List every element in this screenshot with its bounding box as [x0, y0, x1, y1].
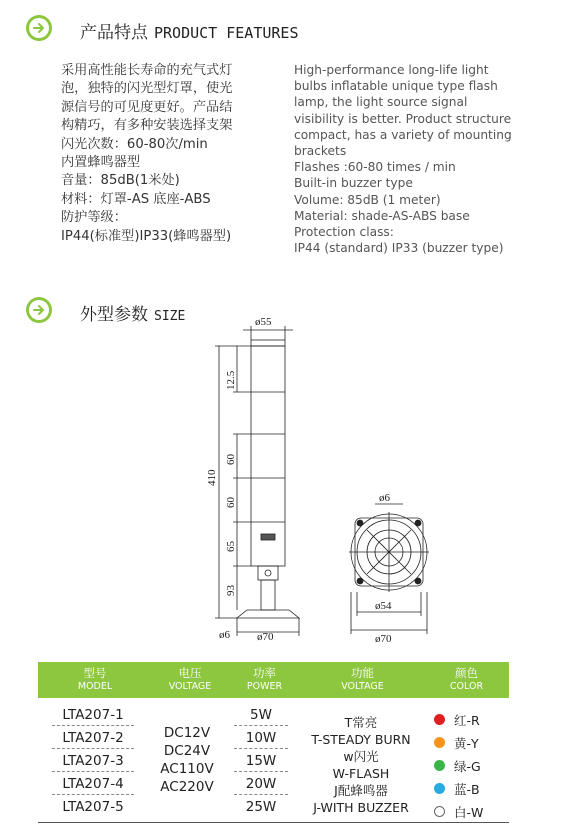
- spec-table-header: [38, 662, 509, 698]
- model-cell: LTA207-4: [52, 775, 134, 795]
- power-cell: 15W: [234, 752, 288, 772]
- dim-60b: 60: [225, 497, 237, 508]
- yellow-dot-icon: [434, 737, 445, 748]
- dim-plan-hole: ø6: [379, 492, 390, 504]
- spec-table: [38, 662, 509, 823]
- feature-cn-line: 源信号的可见度更好。产品结: [61, 99, 233, 115]
- section-title-size: [80, 300, 185, 325]
- dim-12-5: 12.5: [225, 370, 237, 390]
- arrow-right-circle-icon: [26, 15, 52, 41]
- header-model: 型号 MODEL: [77, 666, 113, 692]
- color-row: 黄-Y: [434, 734, 479, 751]
- feature-en-line: lamp, the light source signal: [294, 95, 468, 110]
- model-cell: LTA207-1: [52, 706, 134, 726]
- feature-en-line: Material: shade-AS-ABS base: [294, 208, 470, 223]
- model-cell: LTA207-5: [62, 799, 124, 815]
- power-cell: 25W: [245, 799, 277, 815]
- color-row: 红-R: [434, 711, 480, 728]
- dim-plan-inner: ø54: [375, 600, 392, 612]
- feature-cn-line: IP44(标准型)IP33(蜂鸣器型): [61, 228, 232, 244]
- model-cell: LTA207-2: [52, 729, 134, 749]
- features-title-en: PRODUCT FEATURES: [154, 24, 299, 42]
- color-row: 蓝-B: [434, 780, 480, 797]
- size-title-en: SIZE: [154, 309, 186, 324]
- feature-en-line: Flashes :60-80 times / min: [294, 160, 456, 175]
- feature-cn-line: 防护等级：: [61, 210, 127, 226]
- feature-cn-line: 泡，独特的闪光型灯罩，使光: [61, 81, 233, 97]
- blue-dot-icon: [434, 783, 445, 794]
- dim-65: 65: [225, 541, 237, 552]
- power-cell: 20W: [234, 775, 288, 795]
- dim-base-diameter: ø70: [257, 631, 274, 643]
- feature-cn-line: 采用高性能长寿命的充气式灯: [61, 63, 233, 78]
- header-power: 功率 POWER: [246, 666, 283, 692]
- feature-en-line: bulbs inflatable unique type flash: [294, 79, 498, 94]
- color-row: 白-W: [434, 803, 483, 820]
- feature-cn-line: 构精巧，有多种安装选择支架: [61, 118, 233, 134]
- features-en-list: [294, 62, 524, 256]
- header-voltage: 电压 VOLTAGE: [168, 666, 212, 692]
- feature-cn-line: 内置蜂鸣器型: [61, 155, 141, 171]
- dim-93: 93: [225, 585, 237, 596]
- model-cell: LTA207-3: [52, 752, 134, 772]
- green-dot-icon: [434, 760, 445, 771]
- dim-base-hole: ø6: [219, 629, 230, 641]
- header-color: 颜色 COLOR: [449, 666, 484, 692]
- feature-cn-line: 闪光次数：60-80次/min: [61, 136, 208, 152]
- feature-en-line: Protection class:: [294, 225, 394, 240]
- feature-en-line: compact, has a variety of mounting: [294, 127, 512, 142]
- feature-en-line: IP44 (standard) IP33 (buzzer type): [294, 241, 504, 256]
- power-cell: 5W: [234, 706, 288, 726]
- voltage-cell: DC12V DC24V AC110V AC220V: [160, 725, 214, 795]
- spec-table-body: [38, 698, 509, 823]
- features-title-cn: 产品特点: [80, 23, 148, 43]
- feature-en-line: visibility is better. Product structure: [294, 111, 512, 126]
- feature-en-line: Built-in buzzer type: [294, 176, 413, 191]
- white-dot-icon: [434, 806, 445, 817]
- color-row: 绿-G: [434, 757, 481, 774]
- feature-cn-line: 音量：85dB(1米处): [61, 173, 180, 189]
- features-cn-list: [61, 62, 276, 246]
- function-cell: T常亮 T-STEADY BURN w闪光 W-FLASH J配蜂鸣器 J-WITH BUZZER: [311, 715, 411, 815]
- feature-en-line: High-performance long-life light: [294, 63, 489, 77]
- size-title-cn: 外型参数: [80, 305, 148, 325]
- dimension-drawing: [195, 300, 455, 645]
- feature-en-line: brackets: [294, 144, 347, 159]
- red-dot-icon: [434, 714, 445, 725]
- dim-60a: 60: [225, 454, 237, 465]
- feature-en-line: Volume: 85dB (1 meter): [294, 192, 441, 207]
- dim-top-diameter: ø55: [255, 316, 272, 328]
- section-title-features: [80, 18, 299, 43]
- arrow-right-circle-icon: [26, 297, 52, 323]
- dim-plan-outer: ø70: [375, 633, 392, 645]
- dim-total-410: 410: [206, 469, 218, 486]
- feature-cn-line: 材料：灯罩-AS 底座-ABS: [61, 191, 211, 207]
- power-cell: 10W: [234, 729, 288, 749]
- header-function: 功能 VOLTAGE: [341, 666, 384, 692]
